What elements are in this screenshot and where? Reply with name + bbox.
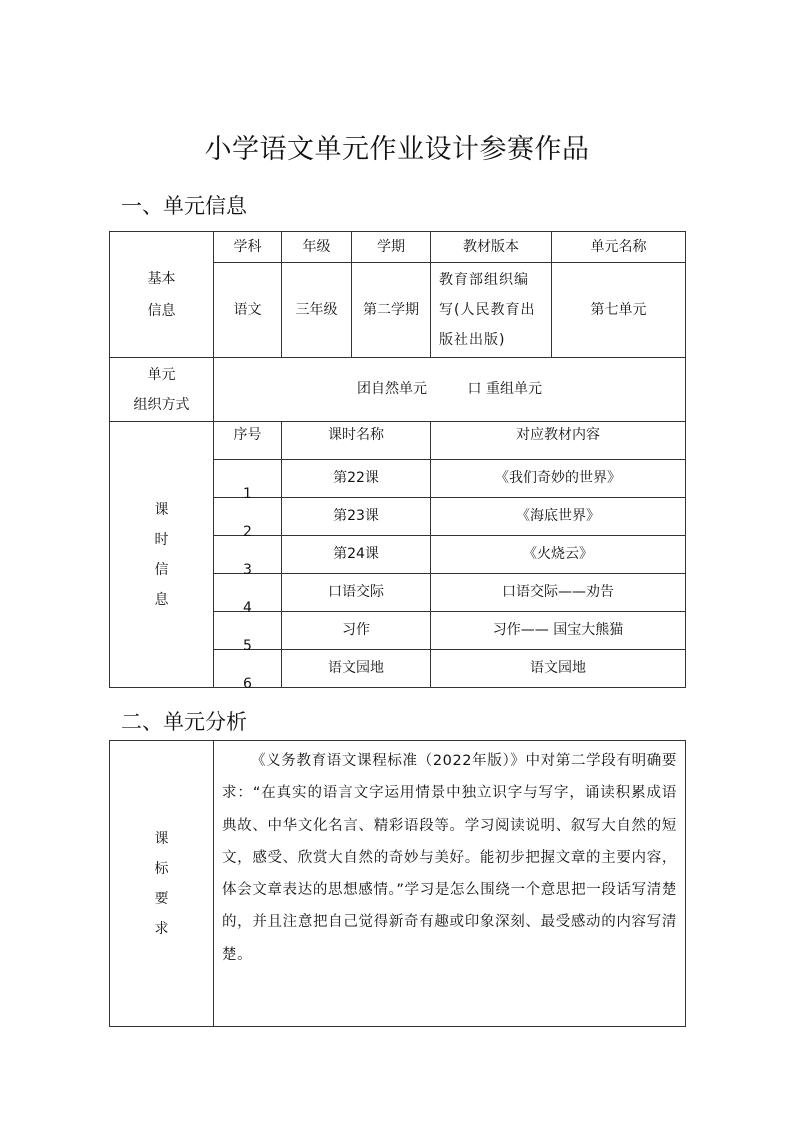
textbook-line2: 写(人民教育出 xyxy=(439,302,536,318)
value-textbook xyxy=(431,263,552,358)
lesson-content: 语文园地 xyxy=(431,650,686,688)
lesson-header-name: 课时名称 xyxy=(282,422,431,460)
lesson-label-char: 息 xyxy=(154,591,169,608)
lesson-content: 《我们奇妙的世界》 xyxy=(431,460,686,498)
lesson-label-char: 时 xyxy=(154,531,169,548)
lesson-content: 《海底世界》 xyxy=(431,498,686,536)
section-heading-unit-info: 一、单元信息 xyxy=(121,194,247,218)
natural-unit-option[interactable]: 团自然单元 xyxy=(357,381,428,398)
basic-info-label xyxy=(110,232,214,358)
header-subject: 学科 xyxy=(214,232,282,263)
lesson-no-text: 3 xyxy=(243,561,252,578)
lesson-label-char: 信 xyxy=(154,561,169,578)
lesson-no-text: 2 xyxy=(243,523,252,540)
regroup-unit-option[interactable]: 口 重组单元 xyxy=(467,381,542,398)
basic-label-line1: 基本 xyxy=(147,270,176,287)
lesson-name: 语文园地 xyxy=(282,650,431,688)
lesson-header-no: 序号 xyxy=(214,422,282,460)
value-unit-name: 第七单元 xyxy=(552,263,686,358)
curriculum-label xyxy=(110,741,214,1027)
curriculum-label-char: 要 xyxy=(154,890,169,907)
org-label-line1: 单元 xyxy=(147,366,176,383)
lesson-no-text: 5 xyxy=(243,637,252,654)
curriculum-requirement-text: 《义务教育语文课程标准（2022年版）》中对第二学段有明确要求：“在真实的语言文字运用情景中独立识字与写字，诵读积累成语典故、中华文化名言、精彩语段等。学习阅读说明、叙写大自然的短文，感受、欣赏大自然的奇妙与美好。能初步把握文章的主要内容，体会文章表达的思想感情。”学习是怎么围绕一个意思把一段话写清楚的，并且注意把自己觉得新奇有趣或印象深刻、最受感动的内容写清楚。 xyxy=(214,741,686,1027)
lesson-header-content: 对应教材内容 xyxy=(431,422,686,460)
value-semester: 第二学期 xyxy=(352,263,431,358)
lesson-no-text: 1 xyxy=(243,485,252,502)
org-method-options xyxy=(214,358,686,422)
value-subject: 语文 xyxy=(214,263,282,358)
org-method-label xyxy=(110,358,214,422)
header-semester: 学期 xyxy=(352,232,431,263)
lesson-no-text: 4 xyxy=(243,599,252,616)
unit-analysis-table xyxy=(109,740,686,1027)
value-grade: 三年级 xyxy=(282,263,352,358)
curriculum-label-char: 课 xyxy=(154,830,169,847)
lesson-content: 习作—— 国宝大熊猫 xyxy=(431,612,686,650)
header-textbook: 教材版本 xyxy=(431,232,552,263)
lesson-label-char: 课 xyxy=(154,501,169,518)
header-grade: 年级 xyxy=(282,232,352,263)
org-label-line2: 组织方式 xyxy=(133,396,190,413)
lesson-name: 第23课 xyxy=(282,498,431,536)
curriculum-label-char: 标 xyxy=(154,860,169,877)
lesson-no-text: 6 xyxy=(243,675,252,692)
section-heading-unit-analysis: 二、单元分析 xyxy=(121,710,247,734)
lesson-name: 第24课 xyxy=(282,536,431,574)
lesson-name: 口语交际 xyxy=(282,574,431,612)
textbook-line3: 版社出版) xyxy=(439,332,506,348)
lesson-info-label xyxy=(110,422,214,688)
lesson-no xyxy=(214,460,282,502)
basic-label-line2: 信息 xyxy=(147,302,176,319)
textbook-line1: 教育部组织编 xyxy=(439,272,529,288)
unit-info-table xyxy=(109,231,686,692)
lesson-name: 第22课 xyxy=(282,460,431,498)
curriculum-label-char: 求 xyxy=(154,920,169,937)
header-unit-name: 单元名称 xyxy=(552,232,686,263)
document-title: 小学语文单元作业设计参赛作品 xyxy=(204,134,590,165)
lesson-name: 习作 xyxy=(282,612,431,650)
lesson-content: 口语交际——劝告 xyxy=(431,574,686,612)
lesson-content: 《火烧云》 xyxy=(431,536,686,574)
